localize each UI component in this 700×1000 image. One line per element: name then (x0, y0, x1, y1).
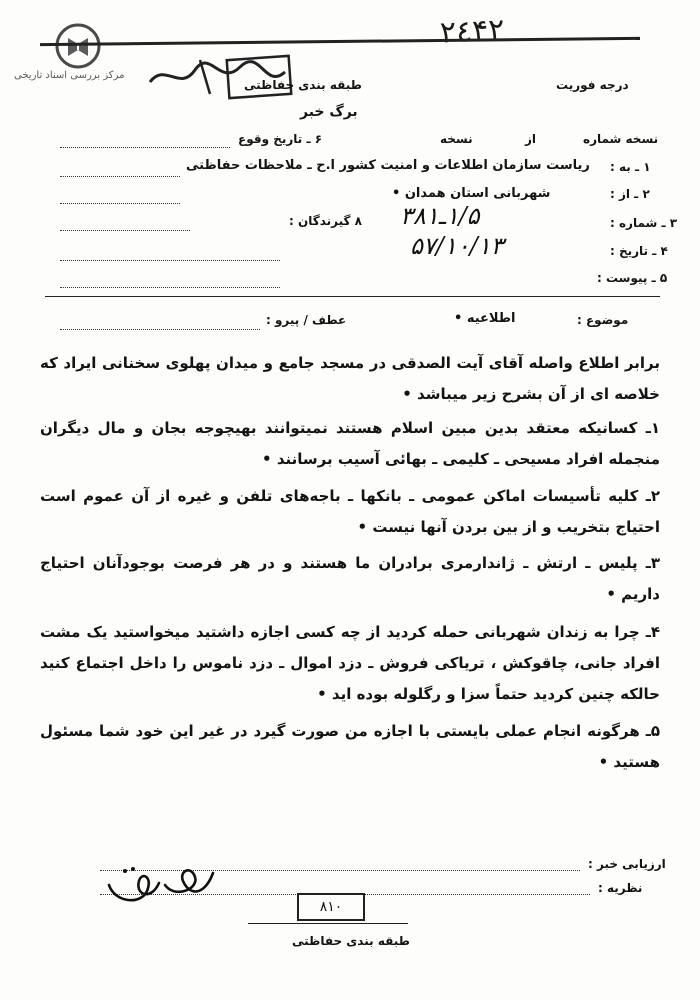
attachment-label: ۵ ـ پیوست : (597, 271, 668, 285)
from-label: ۲ ـ از : (610, 187, 650, 201)
footer-rule (248, 923, 408, 924)
body-paragraph-4: ۴ـ چرا به زندان شهربانی حمله کردید از چه کسی اجازه داشتید میخواستید یک مشت افراد جانی‌، چاقوکش ، تریاکی فروش ـ دزد اموال ـ دزد ناموس را داخل اجتماع کنید حالکه چنین کردید حتماً سزا و رگلوله بوده اید • (40, 623, 660, 703)
subject-label: موضوع : (577, 313, 629, 327)
reference-line (60, 329, 260, 330)
footer-classification: طبقه بندی حفاظتی (292, 934, 410, 948)
to-value: ریاست سازمان اطلاعات و امنیت کشور ا.ح ـ ملاحظات حفاظتی (186, 158, 590, 173)
to-line (60, 176, 180, 177)
header-divider (45, 296, 660, 297)
archive-box-stamp: ۸۱۰ (297, 893, 365, 921)
event-date-label: ۶ ـ تاریخ وقوع (238, 132, 323, 146)
reference-label: عطف / پیرو : (266, 313, 347, 327)
body-paragraph-5: ۵ـ هرگونه انجام عملی بایستی با اجازه من صورت گیرد در غیر این خود شما مسئول هستید • (40, 722, 660, 771)
handwritten-document-number: ۲٤۴۲ (439, 12, 506, 51)
evaluation-label: ارزیابی خبر : (588, 857, 666, 871)
archive-watermark-text: مرکز بررسی اسناد تاریخی (14, 70, 125, 81)
from-line (60, 203, 180, 204)
date-line (60, 260, 280, 261)
from-value: شهربانی استان همدان • (392, 186, 551, 201)
document-title: برگ خبر (300, 104, 358, 120)
copy-word-label: نسخه (440, 132, 473, 146)
event-date-line (60, 147, 230, 148)
subject-value: اطلاعیه • (454, 311, 516, 326)
to-label: ۱ ـ به : (610, 160, 651, 174)
body-paragraph-3: ۳ـ پلیس ـ ارتش ـ ژاندارمری برادران ما هستند و در هر فرصت بوجودآنان احتیاج داریم • (40, 554, 660, 603)
date-label: ۴ ـ تاریخ : (610, 244, 668, 258)
priority-label: درجه فوریت (556, 78, 629, 92)
archive-logo-icon (54, 22, 102, 70)
copy-of-label: از (525, 132, 537, 146)
date-value: ۵۷/۱۰/۱۳ (410, 232, 504, 260)
body-paragraph-1: ۱ـ کسانیکه معتقد بدین مبین اسلام هستند نمیتوانند بهیچوجه بجان و مال دیگران منجمله افراد مسیحی ـ کلیمی ـ بهائی آسیب برسانند • (40, 419, 660, 468)
classification-header: طبقه بندی حفاظتی (244, 78, 362, 92)
recipients-line (60, 230, 190, 231)
opinion-label: نظریه : (598, 881, 643, 895)
number-value: ۱/۵ـ۳۸۱ (400, 202, 480, 230)
classification-stamp-mark (140, 52, 300, 102)
body-intro: برابر اطلاع واصله آقای آیت الصدقی در مسجد جامع و میدان پهلوی سخنانی ایراد که خلاصه ای از آن بشرح زیر میباشد • (40, 354, 660, 403)
attachment-line (60, 287, 280, 288)
handwritten-signature (95, 855, 225, 915)
recipients-label: ۸ گیرندگان : (289, 214, 362, 228)
header-rule (40, 37, 640, 46)
body-paragraph-2: ۲ـ کلیه تأسیسات اماکن عمومی ـ بانکها ـ باجه‌های تلفن و غیره از آن عموم است احتیاج بتخریب و از بین بردن آنها نیست • (40, 487, 660, 536)
copy-number-label: نسخه شماره (583, 132, 659, 146)
number-label: ۳ ـ شماره : (610, 216, 678, 230)
